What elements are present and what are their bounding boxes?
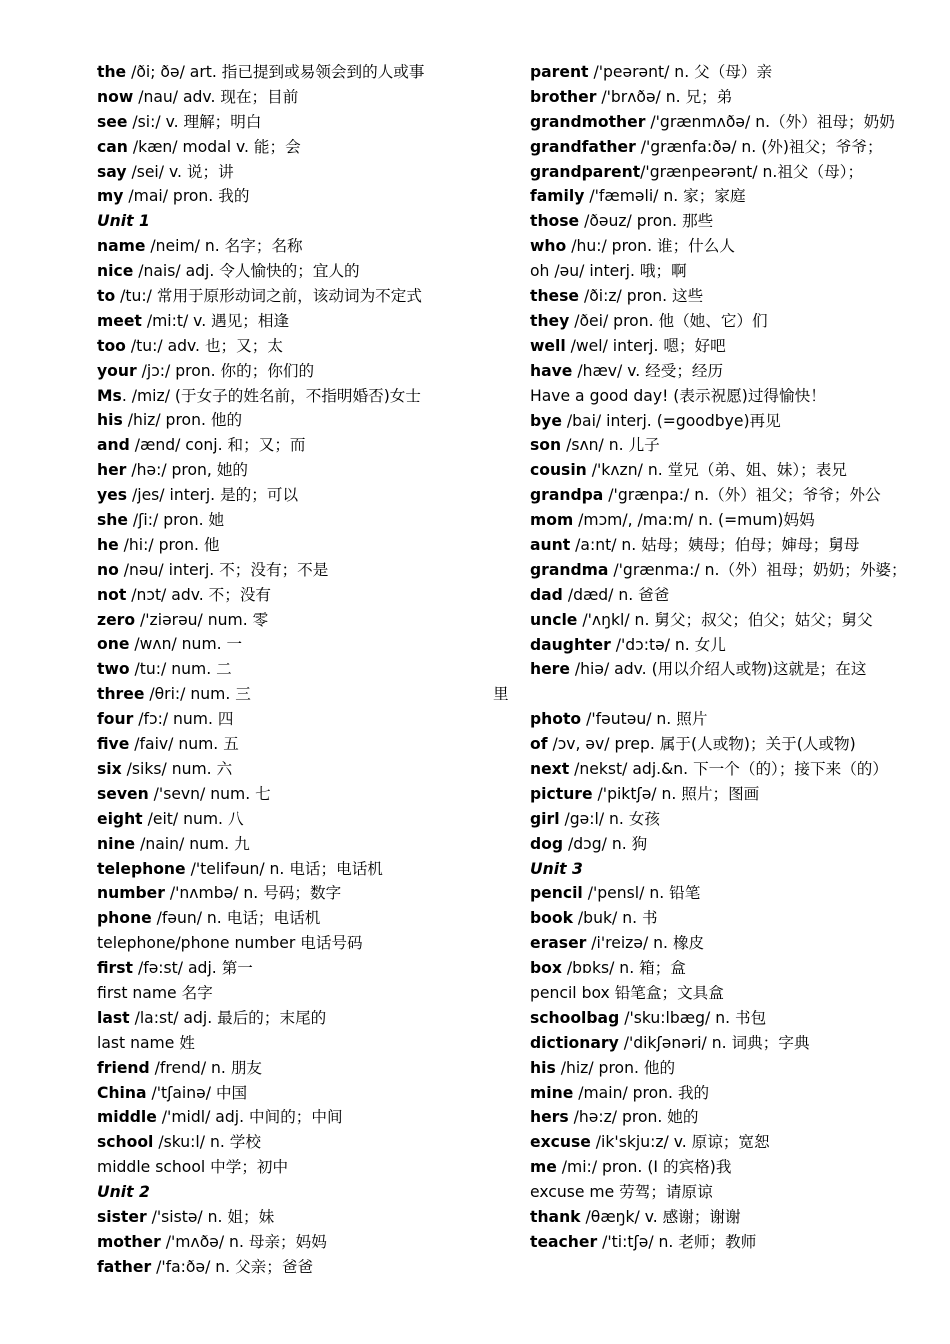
headword: her: [97, 461, 127, 480]
definition: /fə:st/ adj. 第一: [133, 959, 253, 978]
headword: say: [97, 162, 127, 181]
definition: /'nʌmbə/ n. 号码；数字: [164, 884, 342, 903]
vocab-entry: [530, 657, 902, 682]
headword: name: [97, 237, 146, 256]
headword: photo: [530, 710, 582, 729]
vocab-entry: [97, 807, 487, 832]
definition: /'mʌðə/ n. 母亲；妈妈: [160, 1232, 327, 1251]
headword: sister: [97, 1207, 147, 1226]
vocab-entry: [97, 110, 487, 135]
definition: /mi:/ pron. (I 的宾格)我: [556, 1158, 732, 1177]
headword: these: [530, 287, 579, 306]
definition: /kæn/ modal v. 能；会: [127, 137, 301, 156]
definition: /'ʌŋkl/ n. 舅父；叔父；伯父；姑父；舅父: [577, 610, 873, 629]
vocab-entry: [530, 1155, 902, 1180]
headword: aunt: [530, 535, 571, 554]
unit-heading: Unit 1: [97, 212, 150, 231]
vocab-entry: [97, 384, 487, 409]
vocab-entry: [97, 583, 487, 608]
definition: /bɒks/ n. 箱；盒: [561, 959, 686, 978]
right-column: [493, 60, 907, 1255]
headword: yes: [97, 486, 128, 505]
headword: China: [97, 1083, 147, 1102]
definition: /'grænpeərənt/ n.祖父（母）；: [640, 162, 864, 181]
headword: your: [97, 361, 137, 380]
definition: /mai/ pron. 我的: [123, 187, 250, 206]
headword: those: [530, 212, 580, 231]
definition: /ik'skju:z/ v. 原谅；宽恕: [590, 1133, 770, 1152]
headword: and: [97, 436, 130, 455]
vocab-entry: [530, 483, 902, 508]
vocab-entry: [530, 1205, 902, 1230]
definition: /tu:/ 常用于原形动词之前，该动词为不定式: [115, 287, 422, 306]
vocab-entry: [530, 881, 902, 906]
headword: zero: [97, 610, 136, 629]
headword: hers: [530, 1108, 569, 1127]
definition: /'dɔ:tə/ n. 女儿: [610, 635, 726, 654]
definition: /hiz/ pron. 他的: [555, 1058, 676, 1077]
definition: /'grænpa:/ n.（外）祖父；爷爷；外公: [603, 486, 881, 505]
vocab-entry: [530, 508, 902, 533]
vocab-entry: [97, 832, 487, 857]
definition: /'sistə/ n. 姐；妹: [146, 1207, 275, 1226]
vocab-entry: [97, 632, 487, 657]
headword: she: [97, 511, 128, 530]
headword: too: [97, 336, 126, 355]
vocab-entry: [530, 184, 902, 209]
vocab-entry: [97, 408, 487, 433]
headword: book: [530, 909, 573, 928]
vocab-entry: [97, 135, 487, 160]
vocab-entry: [530, 956, 902, 981]
definition: /hiz/ pron. 他的: [122, 411, 243, 430]
headword: parent: [530, 63, 589, 81]
definition: /'ti:tʃə/ n. 老师；教师: [597, 1232, 757, 1251]
headword: nine: [97, 834, 136, 853]
headword: can: [97, 137, 128, 156]
unit-heading: Unit 3: [530, 859, 583, 878]
headword: middle: [97, 1108, 157, 1127]
headword: box: [530, 959, 562, 978]
definition: /ði; ðə/ art. 指已提到或易领会到的人或事: [126, 63, 425, 81]
definition: /'telifəun/ n. 电话；电话机: [185, 859, 383, 878]
headword: meet: [97, 311, 142, 330]
definition: /'peərənt/ n. 父（母）亲: [588, 63, 773, 81]
definition: /dɔg/ n. 狗: [563, 834, 648, 853]
definition: /buk/ n. 书: [572, 909, 658, 928]
vocab-entry: [530, 384, 902, 409]
vocab-entry: [97, 682, 487, 707]
headword: me: [530, 1158, 557, 1177]
vocab-entry: [530, 931, 902, 956]
definition: /θri:/ num. 三: [144, 685, 251, 704]
vocab-entry: [530, 160, 902, 185]
vocab-entry: [530, 458, 902, 483]
headword: picture: [530, 784, 593, 803]
headword: dog: [530, 834, 564, 853]
definition: /jɔ:/ pron. 你的；你们的: [136, 361, 315, 380]
vocab-entry: [97, 881, 487, 906]
vocab-entry: [97, 1230, 487, 1255]
vocab-entry: [530, 583, 902, 608]
definition: /ðei/ pron. 他（她、它）们: [569, 311, 768, 330]
headword: eraser: [530, 934, 587, 953]
definition: /sʌn/ n. 儿子: [561, 436, 660, 455]
definition: /tu:/ adv. 也；又；太: [125, 336, 283, 355]
headword: father: [97, 1257, 152, 1276]
definition: /'fæməli/ n. 家；家庭: [584, 187, 746, 206]
definition: /tu:/ num. 二: [129, 660, 232, 679]
vocab-entry: [97, 1006, 487, 1031]
headword: now: [97, 87, 134, 106]
definition: /'ziərəu/ num. 零: [135, 610, 269, 629]
definition: /gə:l/ n. 女孩: [559, 809, 661, 828]
vocab-entry: [530, 807, 902, 832]
definition: /a:nt/ n. 姑母；姨母；伯母；婶母；舅母: [570, 535, 860, 554]
definition: /ðəuz/ pron. 那些: [579, 212, 714, 231]
vocab-entry: [530, 832, 902, 857]
left-column: [97, 60, 487, 1280]
vocab-entry: [530, 906, 902, 931]
vocab-entry: [530, 633, 902, 658]
definition: /mɔm/, /ma:m/ n. (=mum)妈妈: [573, 511, 815, 530]
headword: five: [97, 735, 130, 754]
definition: /nais/ adj. 令人愉快的；宜人的: [133, 262, 360, 281]
headword: not: [97, 585, 127, 604]
definition: /'grænmʌðə/ n.（外）祖母；奶奶: [645, 112, 895, 131]
headword: schoolbag: [530, 1008, 620, 1027]
headword: seven: [97, 784, 149, 803]
definition: /'dikʃənəri/ n. 词典；字典: [618, 1033, 810, 1052]
vocab-entry: [97, 906, 487, 931]
vocab-entry: [530, 85, 902, 110]
headword: my: [97, 187, 124, 206]
vocab-entry: [530, 533, 902, 558]
vocab-entry: [97, 1031, 487, 1056]
vocab-entry: [530, 1130, 902, 1155]
definition: /frend/ n. 朋友: [149, 1058, 263, 1077]
headword: next: [530, 759, 570, 778]
headword: three: [97, 685, 145, 704]
headword: phone: [97, 909, 152, 928]
headword: teacher: [530, 1232, 598, 1251]
vocab-entry: [530, 608, 902, 633]
definition: 里: [493, 685, 509, 704]
vocab-entry: [97, 234, 487, 259]
vocab-entry: [530, 782, 902, 807]
headword: pencil: [530, 884, 583, 903]
headword: mother: [97, 1232, 161, 1251]
vocab-entry: [97, 359, 487, 384]
definition: /bai/ interj. (=goodbye)再见: [561, 411, 781, 430]
headword: grandmother: [530, 112, 646, 131]
definition: middle school 中学；初中: [97, 1158, 289, 1177]
vocab-entry: [97, 956, 487, 981]
vocab-entry: [97, 483, 487, 508]
definition: /'tʃainə/ 中国: [146, 1083, 248, 1102]
vocab-entry: [97, 657, 487, 682]
vocab-entry: [97, 259, 487, 284]
headword: telephone: [97, 859, 186, 878]
vocab-entry: [530, 1056, 902, 1081]
headword: Ms: [97, 386, 122, 405]
definition: /jes/ interj. 是的；可以: [127, 486, 299, 505]
vocab-entry: [530, 334, 902, 359]
definition: /sei/ v. 说；讲: [126, 162, 234, 181]
definition: /nekst/ adj.&n. 下一个（的）；接下来（的）: [569, 759, 888, 778]
headword: mom: [530, 511, 574, 530]
headword: who: [530, 237, 567, 256]
vocab-entry: [97, 608, 487, 633]
vocab-entry: [530, 284, 902, 309]
definition: /i'reizə/ n. 橡皮: [586, 934, 705, 953]
vocab-entry: [530, 707, 902, 732]
vocab-entry: [97, 558, 487, 583]
headword: one: [97, 635, 130, 654]
headword: grandma: [530, 560, 609, 579]
headword: his: [97, 411, 123, 430]
vocab-entry: [97, 981, 487, 1006]
headword: nice: [97, 262, 134, 281]
definition: Have a good day! (表示祝愿)过得愉快！: [530, 386, 826, 405]
definition: /'grænma:/ n.（外）祖母；奶奶；外婆；: [608, 560, 907, 579]
vocab-entry: [493, 682, 902, 707]
vocab-entry: [530, 60, 902, 85]
definition: excuse me 劳驾；请原谅: [530, 1183, 713, 1202]
vocab-entry: [97, 931, 487, 956]
definition: /hæv/ v. 经受；经历: [572, 361, 724, 380]
definition: oh /əu/ interj. 哦；啊: [530, 262, 687, 281]
vocab-entry: [97, 433, 487, 458]
headword: they: [530, 311, 570, 330]
definition: /nain/ num. 九: [135, 834, 250, 853]
headword: cousin: [530, 461, 587, 480]
headword: he: [97, 535, 119, 554]
definition: /faiv/ num. 五: [129, 735, 239, 754]
vocab-entry: [97, 533, 487, 558]
definition: /fɔ:/ num. 四: [133, 710, 234, 729]
vocab-entry: [97, 334, 487, 359]
headword: two: [97, 660, 130, 679]
definition: /eit/ num. 八: [142, 809, 244, 828]
vocab-entry: [97, 508, 487, 533]
vocab-entry: [97, 782, 487, 807]
vocab-entry: [97, 757, 487, 782]
headword: son: [530, 436, 562, 455]
definition: /nəu/ interj. 不；没有；不是: [118, 560, 329, 579]
headword: six: [97, 759, 122, 778]
vocab-entry: [97, 160, 487, 185]
headword: well: [530, 336, 566, 355]
headword: bye: [530, 411, 562, 430]
headword: daughter: [530, 635, 611, 654]
definition: /la:st/ adj. 最后的；末尾的: [129, 1008, 327, 1027]
headword: last: [97, 1008, 130, 1027]
definition: telephone/phone number 电话号码: [97, 934, 363, 953]
vocab-entry: [97, 458, 487, 483]
vocab-entry: [530, 110, 902, 160]
headword: mine: [530, 1083, 574, 1102]
vocab-entry: [530, 234, 902, 259]
headword: to: [97, 287, 116, 306]
definition: /ʃi:/ pron. 她: [127, 511, 225, 530]
definition: /'sku:lbæg/ n. 书包: [619, 1008, 767, 1027]
definition: /sku:l/ n. 学校: [153, 1133, 261, 1152]
definition: /ɔv, əv/ prep. 属于(人或物)；关于(人或物): [547, 735, 856, 754]
definition: /main/ pron. 我的: [573, 1083, 710, 1102]
vocab-entry: [97, 60, 487, 85]
definition: first name 名字: [97, 983, 213, 1002]
headword: friend: [97, 1058, 150, 1077]
headword: grandparent: [530, 162, 641, 181]
definition: /si:/ v. 理解；明白: [127, 112, 262, 131]
vocab-entry: [97, 284, 487, 309]
headword: school: [97, 1133, 154, 1152]
definition: /θæŋk/ v. 感谢；谢谢: [580, 1208, 741, 1226]
headword: grandfather: [530, 137, 636, 156]
vocab-entry: [97, 1130, 487, 1155]
vocab-entry: [97, 1081, 487, 1106]
headword: dictionary: [530, 1033, 619, 1052]
vocab-entry: [530, 359, 902, 384]
headword: number: [97, 884, 165, 903]
headword: dad: [530, 585, 563, 604]
vocab-entry: [97, 732, 487, 757]
definition: /fəun/ n. 电话；电话机: [151, 909, 321, 928]
headword: have: [530, 361, 573, 380]
definition: /hə:z/ pron. 她的: [568, 1108, 699, 1127]
definition: /ænd/ conj. 和；又；而: [129, 436, 306, 455]
definition: /'brʌðə/ n. 兄；弟: [596, 87, 733, 106]
headword: no: [97, 560, 119, 579]
vocab-entry: [530, 1105, 902, 1130]
headword: girl: [530, 809, 560, 828]
vocab-entry: [530, 209, 902, 234]
definition: /'kʌzn/ n. 堂兄（弟、姐、妹）；表兄: [586, 461, 847, 480]
vocab-entry: [97, 1056, 487, 1081]
definition: /wel/ interj. 嗯；好吧: [565, 336, 726, 355]
headword: grandpa: [530, 486, 604, 505]
vocab-entry: [530, 757, 902, 782]
vocab-entry: [97, 1255, 487, 1280]
definition: /neim/ n. 名字；名称: [145, 237, 303, 256]
headword: here: [530, 660, 570, 679]
definition: /hi:/ pron. 他: [118, 535, 220, 554]
vocab-entry: [530, 259, 902, 284]
vocab-entry: [530, 981, 902, 1006]
headword: brother: [530, 87, 597, 106]
vocab-entry: [530, 1006, 902, 1031]
headword: uncle: [530, 610, 578, 629]
vocab-entry: [97, 1205, 487, 1230]
vocab-entry: [97, 309, 487, 334]
definition: /'pensl/ n. 铅笔: [582, 884, 701, 903]
vocab-entry: [530, 1031, 902, 1056]
definition: /hu:/ pron. 谁；什么人: [566, 237, 735, 256]
headword: see: [97, 112, 128, 131]
definition: last name 姓: [97, 1033, 195, 1052]
vocab-entry: [97, 184, 487, 209]
definition: /'piktʃə/ n. 照片；图画: [592, 784, 760, 803]
definition: /nɔt/ adv. 不；没有: [126, 585, 272, 604]
definition: /dæd/ n. 爸爸: [562, 585, 670, 604]
vocab-entry: [530, 1230, 902, 1255]
headword: family: [530, 187, 585, 206]
headword: of: [530, 735, 548, 754]
headword: the: [97, 63, 127, 81]
definition: /siks/ num. 六: [121, 759, 233, 778]
vocab-entry: [530, 409, 902, 434]
definition: /'sevn/ num. 七: [148, 784, 271, 803]
definition: /wʌn/ num. 一: [129, 635, 243, 654]
definition: /ði:z/ pron. 这些: [579, 287, 704, 306]
definition: pencil box 铅笔盒；文具盒: [530, 983, 724, 1002]
definition: /mi:t/ v. 遇见；相逢: [141, 311, 290, 330]
headword: eight: [97, 809, 143, 828]
headword: excuse: [530, 1133, 591, 1152]
vocab-entry: [530, 1180, 902, 1205]
headword: his: [530, 1058, 556, 1077]
vocab-entry: [530, 732, 902, 757]
headword: four: [97, 710, 134, 729]
vocab-entry: [530, 1081, 902, 1106]
definition: /'fəutəu/ n. 照片: [581, 710, 708, 729]
vocab-entry: [97, 85, 487, 110]
headword: thank: [530, 1208, 581, 1226]
definition: /'midl/ adj. 中间的；中间: [156, 1108, 343, 1127]
definition: /'grænfa:ðə/ n. (外)祖父；爷爷；: [635, 137, 883, 156]
definition: /hə:/ pron, 她的: [126, 461, 249, 480]
vocab-entry: [97, 707, 487, 732]
definition: /'fa:ðə/ n. 父亲；爸爸: [151, 1257, 314, 1276]
vocab-entry: [530, 433, 902, 458]
headword: first: [97, 959, 133, 978]
vocab-entry: [97, 857, 487, 882]
definition: /nau/ adv. 现在；目前: [133, 87, 299, 106]
vocab-entry: [97, 1105, 487, 1130]
vocab-entry: [530, 558, 907, 583]
vocab-entry: [97, 1155, 487, 1180]
unit-heading: Unit 2: [97, 1183, 150, 1202]
definition: . /miz/ (于女子的姓名前，不指明婚否)女士: [121, 386, 421, 405]
definition: /hiə/ adv. (用以介绍人或物)这就是；在这: [569, 660, 867, 679]
vocab-entry: [530, 309, 902, 334]
